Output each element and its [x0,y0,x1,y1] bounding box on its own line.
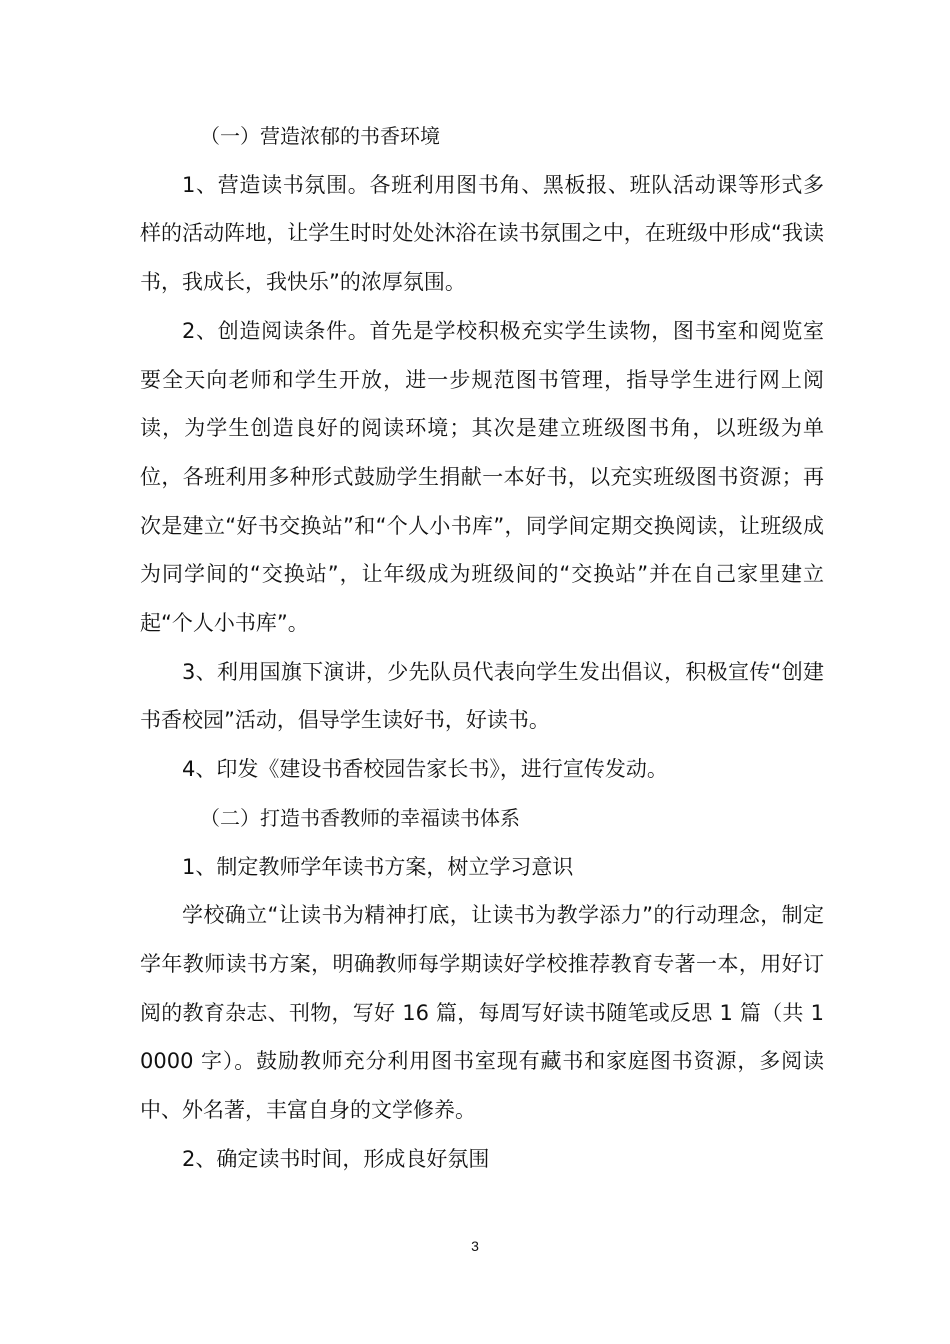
page-number: 3 [471,1238,479,1254]
paragraph-reading-atmosphere: 1、营造读书氛围。各班利用图书角、黑板报、班队活动课等形式多样的活动阵地，让学生时时处处沐浴在读书氛围之中，在班级中形成“我读书，我成长，我快乐”的浓厚氛围。 [140,172,824,295]
section-heading-2: （二）打造书香教师的幸福读书体系 [200,805,520,830]
paragraph-reading-time-title: 2、确定读书时间，形成良好氛围 [182,1146,490,1171]
paragraph-parent-letter: 4、印发《建设书香校园告家长书》，进行宣传发动。 [182,757,668,782]
paragraph-teacher-plan-title: 1、制定教师学年读书方案，树立学习意识 [182,854,574,879]
paragraph-teacher-plan-body: 学校确立“让读书为精神打底，让读书为教学添力”的行动理念，制定学年教师读书方案，明确教师每学期读好学校推荐教育专著一本，用好订阅的教育杂志、刊物，写好 16 篇，每周写好读书随笔或反思 1 篇（共 10000 字）。鼓励教师充分利用图书室现有藏书和家庭图书资源，多阅读中、外名著，丰富自身的文学修养。 [140,903,824,1123]
document-page [140,112,824,1183]
section-heading-1: （一）营造浓郁的书香环境 [200,124,440,148]
paragraph-flag-speech: 3、利用国旗下演讲，少先队员代表向学生发出倡议，积极宣传“创建书香校园”活动，倡导学生读好书，好读书。 [140,659,824,733]
paragraph-reading-conditions: 2、创造阅读条件。首先是学校积极充实学生读物，图书室和阅览室要全天向老师和学生开放，进一步规范图书管理，指导学生进行网上阅读，为学生创造良好的阅读环境；其次是建立班级图书角，以班级为单位，各班利用多种形式鼓励学生捐献一本好书，以充实班级图书资源；再次是建立“好书交换站”和“个人小书库”，同学间定期交换阅读，让班级成为同学间的“交换站”，让年级成为班级间的“交换站”并在自己家里建立起“个人小书库”。 [140,318,824,636]
